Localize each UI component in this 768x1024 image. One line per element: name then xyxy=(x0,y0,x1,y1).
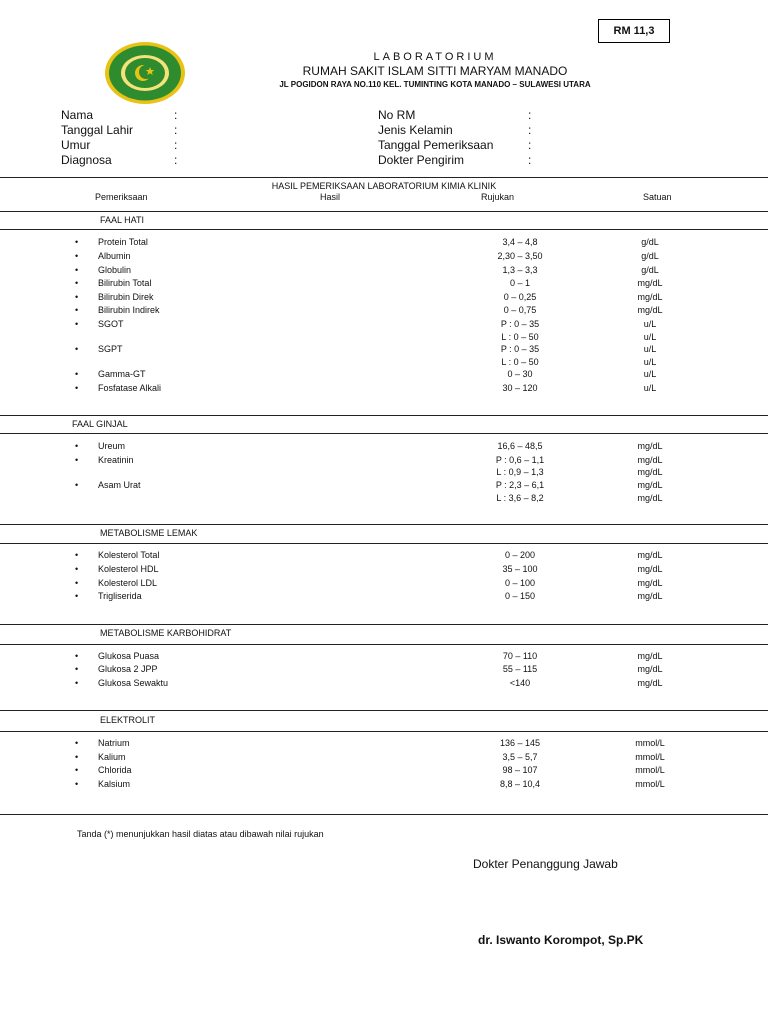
row-bullet: • xyxy=(75,779,79,789)
row-bullet: • xyxy=(75,237,79,247)
row-unit: g/dL xyxy=(641,237,659,247)
row-name: Trigliserida xyxy=(98,591,142,601)
patient-colon: : xyxy=(174,138,178,152)
row-name: Kalsium xyxy=(98,779,131,789)
table-title: HASIL PEMERIKSAAN LABORATORIUM KIMIA KLINIK xyxy=(271,181,497,191)
table-row xyxy=(0,493,768,506)
table-row xyxy=(0,651,768,664)
row-bullet: • xyxy=(75,664,79,674)
row-bullet: • xyxy=(75,292,79,302)
row-bullet: • xyxy=(75,752,79,762)
row-unit: mg/dL xyxy=(637,493,663,503)
patient-label-tanggal-pemeriksaan: Tanggal Pemeriksaan xyxy=(378,138,494,152)
section-title-metabolisme-lemak: METABOLISME LEMAK xyxy=(100,528,198,538)
row-reference: 16,6 – 48,5 xyxy=(497,441,543,451)
table-row xyxy=(0,564,768,577)
row-bullet: • xyxy=(75,678,79,688)
divider xyxy=(0,710,768,711)
row-name: Chlorida xyxy=(98,765,132,775)
row-name: Globulin xyxy=(98,265,132,275)
table-row xyxy=(0,678,768,691)
row-bullet: • xyxy=(75,278,79,288)
row-unit: mg/dL xyxy=(637,480,663,490)
row-name: Gamma-GT xyxy=(98,369,146,379)
divider xyxy=(0,211,768,212)
divider xyxy=(0,433,768,434)
row-name: Kreatinin xyxy=(98,455,134,465)
row-unit: mg/dL xyxy=(637,550,663,560)
row-reference: 2,30 – 3,50 xyxy=(497,251,543,261)
row-unit: mg/dL xyxy=(637,591,663,601)
row-bullet: • xyxy=(75,765,79,775)
patient-colon: : xyxy=(528,123,532,137)
patient-label-dokter-pengirim: Dokter Pengirim xyxy=(378,153,465,167)
row-unit: mg/dL xyxy=(637,467,663,477)
hospital-address: JL POGIDON RAYA NO.110 KEL. TUMINTING KOTA MANADO – SULAWESI UTARA xyxy=(279,80,591,89)
row-reference: 35 – 100 xyxy=(502,564,538,574)
rm-code-box xyxy=(598,19,670,43)
table-row xyxy=(0,550,768,563)
row-reference: 0 – 0,75 xyxy=(503,305,537,315)
row-reference: 30 – 120 xyxy=(502,383,538,393)
patient-label-umur: Umur xyxy=(61,138,91,152)
table-row xyxy=(0,265,768,278)
row-name: Glukosa Puasa xyxy=(98,651,160,661)
divider xyxy=(0,624,768,625)
section-title-elektrolit: ELEKTROLIT xyxy=(100,715,156,725)
table-row xyxy=(0,480,768,493)
divider xyxy=(0,731,768,732)
row-reference: P : 0 – 35 xyxy=(500,344,540,354)
patient-label-jenis-kelamin: Jenis Kelamin xyxy=(378,123,453,137)
table-row xyxy=(0,278,768,291)
row-reference: P : 0,6 – 1,1 xyxy=(495,455,545,465)
table-row xyxy=(0,738,768,751)
section-title-faal-ginjal: FAAL GINJAL xyxy=(72,419,128,429)
row-reference: L : 0,9 – 1,3 xyxy=(496,467,544,477)
row-bullet: • xyxy=(75,369,79,379)
row-bullet: • xyxy=(75,319,79,329)
row-reference: 55 – 115 xyxy=(502,664,538,674)
row-unit: mg/dL xyxy=(637,678,663,688)
row-unit: g/dL xyxy=(641,265,659,275)
row-reference: 0 – 0,25 xyxy=(503,292,537,302)
row-reference: 3,4 – 4,8 xyxy=(502,237,538,247)
row-name: Albumin xyxy=(98,251,131,261)
row-unit: mg/dL xyxy=(637,664,663,674)
row-reference: 8,8 – 10,4 xyxy=(499,779,541,789)
table-row xyxy=(0,591,768,604)
row-unit: u/L xyxy=(643,369,657,379)
row-unit: mg/dL xyxy=(637,564,663,574)
row-reference: 1,3 – 3,3 xyxy=(502,265,538,275)
footnote: Tanda (*) menunjukkan hasil diatas atau dibawah nilai rujukan xyxy=(77,829,324,839)
table-row xyxy=(0,664,768,677)
row-unit: u/L xyxy=(643,357,657,367)
hospital-name: RUMAH SAKIT ISLAM SITTI MARYAM MANADO xyxy=(302,64,568,78)
row-reference: L : 0 – 50 xyxy=(501,357,539,367)
row-name: Bilirubin Direk xyxy=(98,292,154,302)
row-reference: 3,5 – 5,7 xyxy=(502,752,538,762)
lab-title: LABORATORIUM xyxy=(373,51,497,63)
row-name: Kalium xyxy=(98,752,126,762)
row-unit: u/L xyxy=(643,383,657,393)
divider xyxy=(0,524,768,525)
row-unit: u/L xyxy=(643,319,657,329)
doctor-name: dr. Iswanto Korompot, Sp.PK xyxy=(478,933,644,947)
row-name: Kolesterol LDL xyxy=(98,578,158,588)
row-unit: mmol/L xyxy=(635,765,665,775)
table-row xyxy=(0,237,768,250)
row-unit: mg/dL xyxy=(637,441,663,451)
divider xyxy=(0,814,768,815)
row-unit: mg/dL xyxy=(637,305,663,315)
row-bullet: • xyxy=(75,738,79,748)
patient-label-diagnosa: Diagnosa xyxy=(61,153,112,167)
table-row xyxy=(0,251,768,264)
row-bullet: • xyxy=(75,578,79,588)
section-title-faal-hati: FAAL HATI xyxy=(100,215,145,225)
col-header-hasil: Hasil xyxy=(320,192,341,202)
row-name: SGPT xyxy=(98,344,123,354)
row-reference: 98 – 107 xyxy=(502,765,538,775)
row-reference: P : 0 – 35 xyxy=(500,319,540,329)
row-unit: mg/dL xyxy=(637,278,663,288)
row-reference: <140 xyxy=(509,678,531,688)
row-name: Fosfatase Alkali xyxy=(98,383,162,393)
table-row xyxy=(0,765,768,778)
table-row xyxy=(0,369,768,382)
row-unit: mg/dL xyxy=(637,578,663,588)
row-unit: mmol/L xyxy=(635,752,665,762)
rm-code: RM 11,3 xyxy=(613,25,655,37)
table-row xyxy=(0,441,768,454)
row-reference: L : 0 – 50 xyxy=(501,332,539,342)
patient-colon: : xyxy=(528,138,532,152)
row-bullet: • xyxy=(75,480,79,490)
row-bullet: • xyxy=(75,383,79,393)
row-name: Protein Total xyxy=(98,237,148,247)
patient-label-no-rm: No RM xyxy=(378,108,416,122)
row-name: Kolesterol Total xyxy=(98,550,160,560)
table-row xyxy=(0,578,768,591)
hospital-logo-icon xyxy=(104,41,186,105)
row-name: Kolesterol HDL xyxy=(98,564,159,574)
row-name: Glukosa Sewaktu xyxy=(98,678,169,688)
row-reference: 0 – 100 xyxy=(504,578,536,588)
row-unit: mmol/L xyxy=(635,779,665,789)
divider xyxy=(0,415,768,416)
row-unit: mg/dL xyxy=(637,455,663,465)
table-row xyxy=(0,344,768,357)
col-header-pemeriksaan: Pemeriksaan xyxy=(95,192,148,202)
row-bullet: • xyxy=(75,550,79,560)
patient-colon: : xyxy=(174,123,178,137)
patient-colon: : xyxy=(528,153,532,167)
row-name: Bilirubin Indirek xyxy=(98,305,160,315)
row-unit: g/dL xyxy=(641,251,659,261)
row-bullet: • xyxy=(75,251,79,261)
row-bullet: • xyxy=(75,455,79,465)
divider xyxy=(0,543,768,544)
table-row xyxy=(0,383,768,396)
row-name: Bilirubin Total xyxy=(98,278,152,288)
row-name: SGOT xyxy=(98,319,124,329)
row-reference: 0 – 200 xyxy=(504,550,536,560)
row-unit: mg/dL xyxy=(637,292,663,302)
row-reference: 0 – 1 xyxy=(509,278,531,288)
patient-label-tanggal-lahir: Tanggal Lahir xyxy=(61,123,134,137)
row-bullet: • xyxy=(75,265,79,275)
row-name: Ureum xyxy=(98,441,126,451)
row-bullet: • xyxy=(75,305,79,315)
row-name: Natrium xyxy=(98,738,130,748)
row-reference: P : 2,3 – 6,1 xyxy=(495,480,545,490)
table-row xyxy=(0,467,768,480)
row-name: Glukosa 2 JPP xyxy=(98,664,158,674)
row-unit: u/L xyxy=(643,332,657,342)
patient-colon: : xyxy=(174,108,178,122)
table-row xyxy=(0,779,768,792)
row-bullet: • xyxy=(75,441,79,451)
table-row xyxy=(0,292,768,305)
divider xyxy=(0,644,768,645)
row-reference: 70 – 110 xyxy=(502,651,538,661)
doctor-title: Dokter Penanggung Jawab xyxy=(473,857,618,871)
row-bullet: • xyxy=(75,651,79,661)
row-bullet: • xyxy=(75,344,79,354)
row-name: Asam Urat xyxy=(98,480,141,490)
row-unit: u/L xyxy=(643,344,657,354)
divider xyxy=(0,177,768,178)
row-bullet: • xyxy=(75,591,79,601)
divider xyxy=(0,229,768,230)
row-unit: mmol/L xyxy=(635,738,665,748)
patient-label-nama: Nama xyxy=(61,108,94,122)
row-bullet: • xyxy=(75,564,79,574)
table-row xyxy=(0,752,768,765)
section-title-metabolisme-karbohidrat: METABOLISME KARBOHIDRAT xyxy=(100,628,232,638)
row-reference: 0 – 150 xyxy=(504,591,536,601)
patient-colon: : xyxy=(528,108,532,122)
row-reference: L : 3,6 – 8,2 xyxy=(496,493,544,503)
table-row xyxy=(0,305,768,318)
patient-colon: : xyxy=(174,153,178,167)
col-header-satuan: Satuan xyxy=(643,192,672,202)
row-unit: mg/dL xyxy=(637,651,663,661)
table-row xyxy=(0,319,768,332)
row-reference: 0 – 30 xyxy=(507,369,533,379)
row-reference: 136 – 145 xyxy=(499,738,541,748)
col-header-rujukan: Rujukan xyxy=(481,192,515,202)
